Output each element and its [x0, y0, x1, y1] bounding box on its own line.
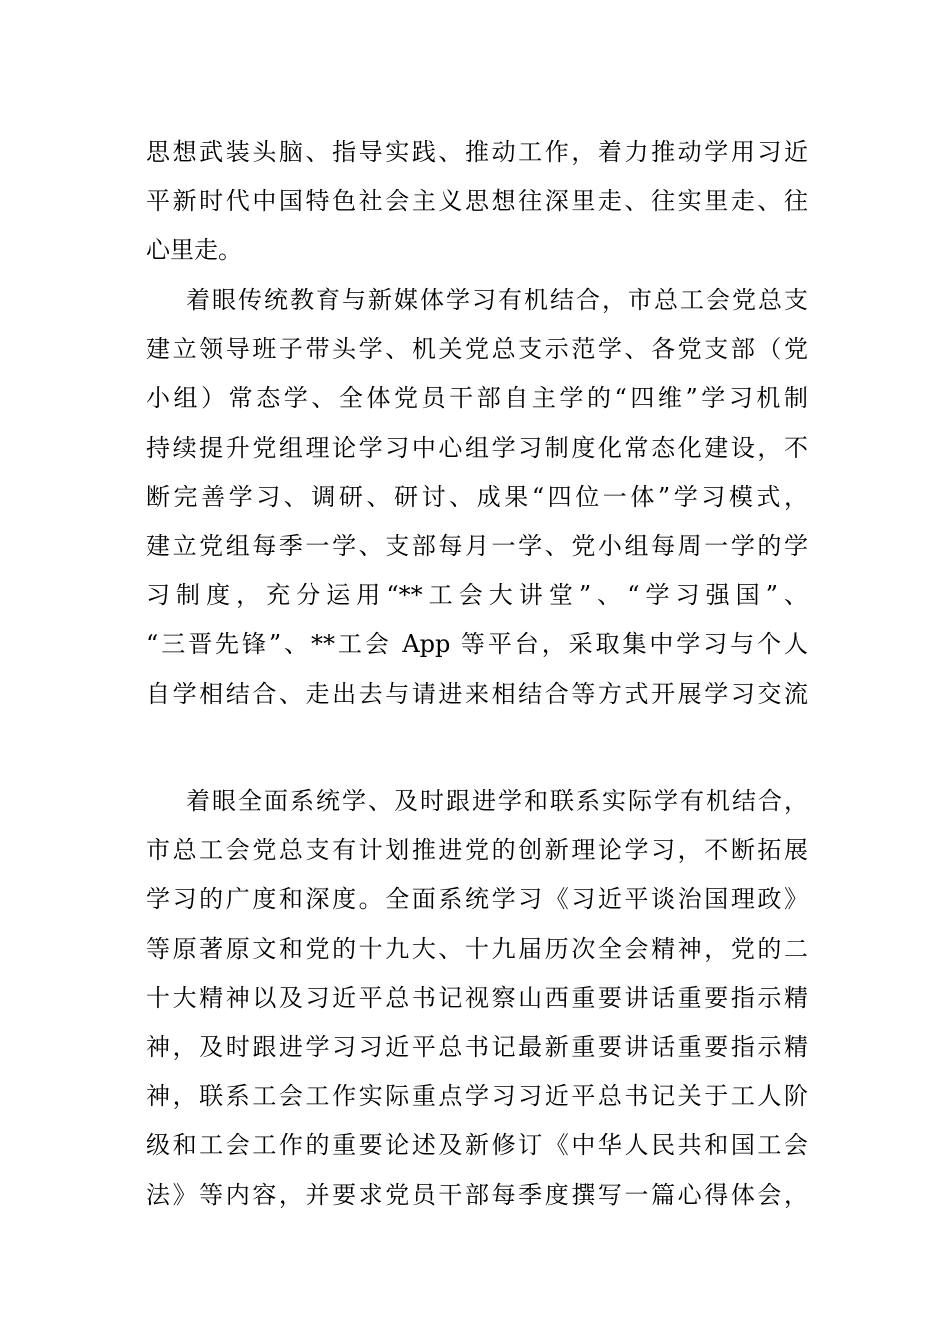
text-line: “三晋先锋”、**工会 App 等平台，采取集中学习与个人	[146, 630, 808, 659]
text-line: 学习的广度和深度。全面系统学习《习近平谈治国理政》	[146, 885, 808, 914]
text-line: 等原著原文和党的十九大、十九届历次全会精神，党的二	[146, 934, 808, 963]
text-line: 神，联系工会工作实际重点学习习近平总书记关于工人阶	[146, 1082, 808, 1111]
text-line: 十大精神以及习近平总书记视察山西重要讲话重要指示精	[146, 983, 808, 1012]
text-line: 着眼全面系统学、及时跟进学和联系实际学有机结合，	[186, 787, 808, 815]
text-line: 断完善学习、调研、研讨、成果“四位一体”学习模式，	[146, 482, 808, 511]
text-line: 持续提升党组理论学习中心组学习制度化常态化建设，不	[146, 433, 808, 462]
text-line: 级和工会工作的重要论述及新修订《中华人民共和国工会	[146, 1131, 808, 1160]
paragraph-systematic-study	[146, 777, 808, 1220]
text-line: 心里走。	[146, 236, 242, 265]
text-line: 建立党组每季一学、支部每月一学、党小组每周一学的学	[146, 531, 808, 560]
text-line: 平新时代中国特色社会主义思想往深里走、往实里走、往	[146, 187, 808, 216]
text-line: 建立领导班子带头学、机关党总支示范学、各党支部（党	[146, 335, 808, 364]
text-line: 法》等内容，并要求党员干部每季度撰写一篇心得体会，	[146, 1180, 808, 1209]
text-line: 市总工会党总支有计划推进党的创新理论学习，不断拓展	[146, 836, 808, 865]
text-line: 小组）常态学、全体党员干部自主学的“四维”学习机制	[146, 384, 808, 413]
text-line: 自学相结合、走出去与请进来相结合等方式开展学习交流	[146, 679, 808, 708]
text-line: 着眼传统教育与新媒体学习有机结合，市总工会党总支	[186, 286, 808, 314]
text-line: 神，及时跟进学习习近平总书记最新重要讲话重要指示精	[146, 1032, 808, 1061]
paragraph-learning-mechanism	[146, 276, 808, 719]
paragraph-continuation	[146, 128, 808, 276]
text-line: 习制度，充分运用“**工会大讲堂”、“学习强国”、	[146, 581, 808, 610]
text-line: 思想武装头脑、指导实践、推动工作，着力推动学用习近	[146, 138, 808, 166]
